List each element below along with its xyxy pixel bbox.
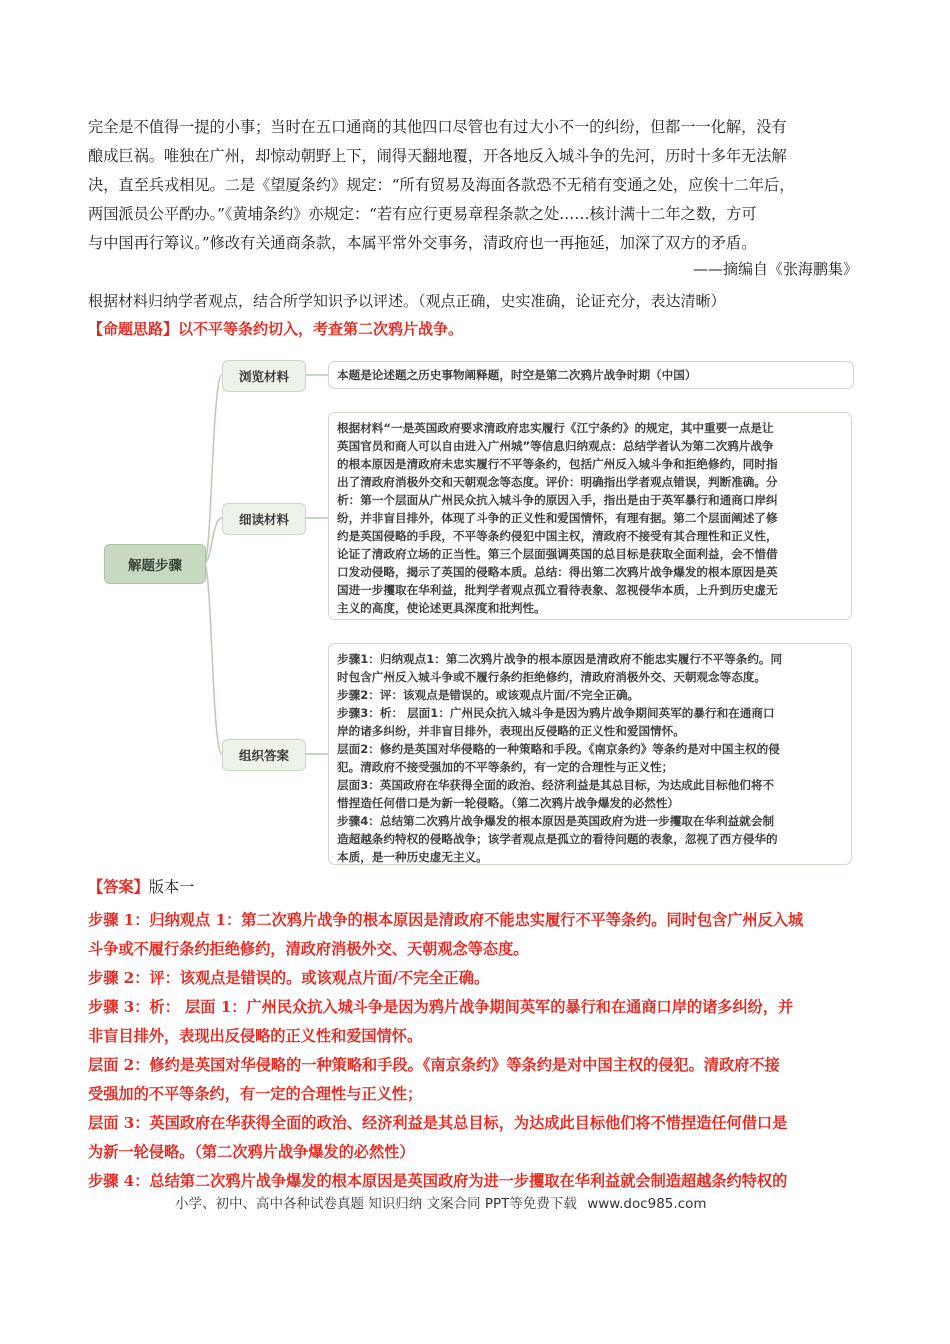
footer-url[interactable]: www.doc985.com: [587, 1196, 707, 1212]
leaf-line: 的根本原因是清政府未忠实履行不平等条约，包括广州反入城斗争和拒绝修约，同时指: [337, 457, 778, 471]
material-line: 酿成巨祸。唯独在广州，却惊动朝野上下，闹得天翻地覆，开各地反入城斗争的先河，历时十多年无法解: [88, 147, 787, 165]
material-line: 决，直至兵戎相见。二是《望厦条约》规定：“所有贸易及海面各款恐不无稍有变通之处，应俟十二年后，: [88, 176, 795, 194]
leaf-line: 英国官员和商人可以自由进入广州城”等信息归纳观点：总结学者认为第二次鸦片战争: [337, 439, 774, 453]
leaf-line: 步骤4：总结第二次鸦片战争爆发的根本原因是英国政府为进一步攫取在华利益就会制: [337, 814, 775, 828]
material-line: 两国派员公平酌办。”《黄埔条约》亦规定：“若有应行更易章程条款之处……核计满十二年之数，方可: [88, 205, 757, 223]
answer-line: 为新一轮侵略。（第二次鸦片战争爆发的必然性）: [88, 1143, 415, 1161]
leaf-line: 岸的诸多纠纷，并非盲目排外，表现出反侵略的正义性和爱国情怀。: [337, 724, 685, 738]
question-task: 根据材料归纳学者观点，结合所学知识予以评述。（观点正确，史实准确，论证充分，表达清晰）: [88, 292, 726, 310]
leaf-line: 犯。清政府不接受强加的不平等条约，有一定的合理性与正义性；: [337, 760, 674, 774]
leaf-line: 层面2：修约是英国对华侵略的一种策略和手段。《南京条约》等条约是对中国主权的侵: [337, 742, 780, 756]
mindmap-root: 解题步骤: [104, 544, 206, 584]
answer-version: 版本一: [148, 878, 195, 896]
footer-text: 小学、初中、高中各种试卷真题 知识归纳 文案合同 PPT等免费下载: [175, 1196, 577, 1212]
leaf-line: 国进一步攫取在华利益，批判学者观点孤立看待表象、忽视侵华本质，上升到历史虚无: [337, 583, 778, 597]
mindmap-leaf-read: [328, 412, 852, 620]
answer-line: 层面 2：修约是英国对华侵略的一种策略和手段。《南京条约》等条约是对中国主权的侵犯。清政府不接: [88, 1056, 780, 1074]
leaf-line: 本题是论述题之历史事物阐释题，时空是第二次鸦片战争时期（中国）: [337, 368, 697, 382]
leaf-line: 主义的高度，使论述更具深度和批判性。: [337, 601, 546, 615]
answer-line: 非盲目排外，表现出反侵略的正义性和爱国情怀。: [88, 1027, 423, 1045]
leaf-line: 步骤3：析： 层面1：广州民众抗入城斗争是因为鸦片战争期间英军的暴行和在通商口: [337, 706, 775, 720]
leaf-line: 纷，并非盲目排外，体现了斗争的正义性和爱国情怀，有理有据。第二个层面阐述了修: [337, 511, 778, 525]
page-footer: [175, 1192, 713, 1212]
mindmap-branch-organize: 组织答案: [222, 739, 306, 771]
answer-label: 【答案】: [88, 878, 149, 896]
material-line: 与中国再行筹议。”修改有关通商条款，本属平常外交事务，清政府也一再拖延，加深了双方的矛盾。: [88, 234, 757, 252]
answer-body: [88, 906, 863, 1196]
answer-line: 层面 3：英国政府在华获得全面的政治、经济利益是其总目标，为达成此目标他们将不惜捏造任何借口是: [88, 1114, 788, 1132]
answer-line: 步骤 1：归纳观点 1：第二次鸦片战争的根本原因是清政府不能忠实履行不平等条约。同时包含广州反入城: [88, 911, 804, 929]
leaf-line: 时包含广州反入城斗争或不履行条约拒绝修约，清政府消极外交、天朝观念等态度。: [337, 670, 766, 684]
mindmap-branch-browse: 浏览材料: [222, 360, 306, 392]
leaf-line: 论证了清政府立场的正当性。第三个层面强调英国的总目标是获取全面利益，会不惜借: [337, 547, 778, 561]
mindmap-leaf-organize: [328, 643, 852, 865]
leaf-line: 约是英国侵略的手段，不平等条约侵犯中国主权，清政府不接受有其合理性和正义性，: [337, 529, 778, 543]
leaf-line: 本质，是一种历史虚无主义。: [337, 850, 488, 864]
leaf-line: 根据材料“一是英国政府要求清政府忠实履行《江宁条约》的规定，其中重要一点是让: [337, 421, 774, 435]
idea-label: 【命题思路】: [88, 320, 179, 338]
answer-line: 步骤 2：评：该观点是错误的。或该观点片面/不完全正确。: [88, 969, 490, 987]
mindmap-branch-read: 细读材料: [222, 503, 306, 535]
answer-line: 受强加的不平等条约，有一定的合理性与正义性；: [88, 1085, 423, 1103]
leaf-line: 层面3：英国政府在华获得全面的政治、经济利益是其总目标，为达成此目标他们将不: [337, 778, 775, 792]
material-line: 完全是不值得一提的小事；当时在五口通商的其他四口尽管也有过大小不一的纠纷，但都一一化解，没有: [88, 118, 787, 136]
leaf-line: 步骤2：评：该观点是错误的。或该观点片面/不完全正确。: [337, 688, 640, 702]
answer-line: 步骤 3：析： 层面 1：广州民众抗入城斗争是因为鸦片战争期间英军的暴行和在通商口岸的诸多纠纷，并: [88, 998, 794, 1016]
leaf-line: 造超越条约特权的侵略战争；该学者观点是孤立的看待问题的表象，忽视了西方侵华的: [337, 832, 778, 846]
idea-text: 以不平等条约切入，考查第二次鸦片战争。: [178, 320, 464, 338]
answer-line: 步骤 4：总结第二次鸦片战争爆发的根本原因是英国政府为进一步攫取在华利益就会制造超越条约特权的: [88, 1172, 788, 1190]
mindmap-leaf-browse: [328, 361, 854, 389]
leaf-line: 出了清政府消极外交和天朝观念等态度。评价：明确指出学者观点错误，判断准确。分: [337, 475, 778, 489]
answer-heading: [88, 876, 194, 897]
leaf-line: 惜捏造任何借口是为新一轮侵略。（第二次鸦片战争爆发的必然性）: [337, 796, 680, 810]
leaf-line: 析：第一个层面从广州民众抗入城斗争的原因入手，指出是由于英军暴行和通商口岸纠: [337, 493, 778, 507]
material-source: ——摘编自《张海鹏集》: [692, 260, 858, 278]
leaf-line: 口发动侵略，揭示了英国的侵略本质。总结：得出第二次鸦片战争爆发的根本原因是英: [337, 565, 778, 579]
answer-line: 斗争或不履行条约拒绝修约，清政府消极外交、天朝观念等态度。: [88, 940, 529, 958]
leaf-line: 步骤1：归纳观点1：第二次鸦片战争的根本原因是清政府不能忠实履行不平等条约。同: [337, 652, 783, 666]
